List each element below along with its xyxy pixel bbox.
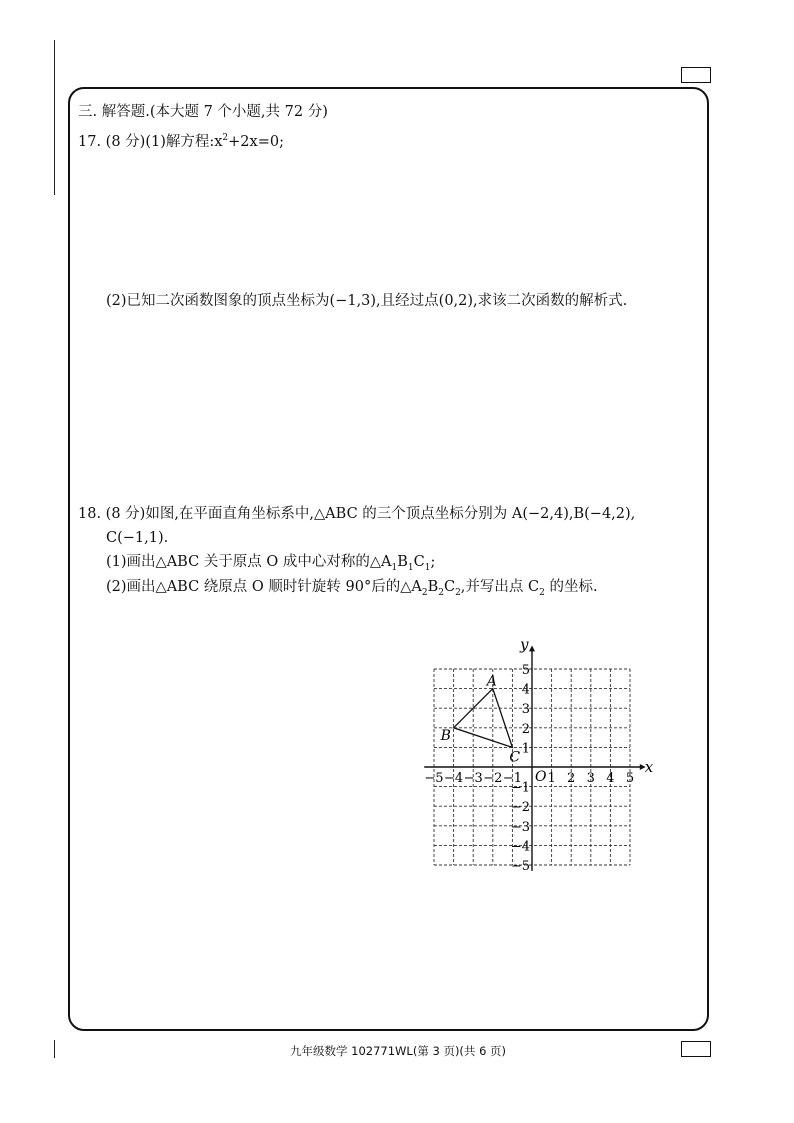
q18-sub1-c-index: 1 — [424, 562, 431, 573]
point-label-c: C — [509, 749, 521, 766]
q17-exponent: 2 — [222, 133, 229, 143]
x-tick-label: −1 — [502, 771, 522, 786]
tick-labels — [424, 663, 634, 874]
x-tick-label: −3 — [463, 771, 483, 786]
triangle-abc — [454, 689, 513, 748]
y-tick-label: 4 — [521, 682, 530, 698]
q18-sub1-b-index: 1 — [407, 562, 414, 573]
y-tick-label: −1 — [510, 780, 530, 796]
margin-line-bottom — [54, 1040, 55, 1058]
score-box-bottom[interactable] — [681, 1041, 711, 1057]
q18-sub2-b: B — [427, 579, 439, 595]
y-tick-label: 3 — [521, 702, 530, 718]
x-tick-label: 3 — [586, 771, 595, 786]
x-tick-label: −2 — [483, 771, 503, 786]
q18-sub2-c2-index: 2 — [539, 587, 545, 598]
axes — [424, 645, 645, 870]
y-axis-arrow — [529, 645, 535, 651]
page-footer: 九年级数学 102771WL(第 3 页)(共 6 页) — [290, 1044, 507, 1058]
y-tick-label: −3 — [510, 819, 530, 835]
q18-sub1 — [106, 553, 435, 577]
x-tick-label: 2 — [567, 771, 576, 786]
y-tick-label: 2 — [521, 721, 530, 737]
point-label-b: B — [440, 727, 451, 744]
q18-sub2-c: C — [443, 579, 456, 595]
q18-sub2-suffix: 的坐标. — [544, 579, 598, 595]
x-tick-label: 1 — [547, 771, 556, 786]
q18-sub2-c-index: 2 — [455, 587, 461, 598]
q18-sub1-prefix: (1)画出△ABC 关于原点 O 成中心对称的△A — [106, 554, 392, 570]
point-label-a: A — [486, 673, 497, 690]
margin-line-top — [54, 40, 55, 195]
q18-sub2-prefix: (2)画出△ABC 绕原点 O 顺时针旋转 90°后的△A — [106, 579, 422, 595]
q18-sub1-suffix: ; — [430, 554, 436, 570]
q18-line2: C(−1,1). — [106, 530, 169, 546]
y-tick-label: 1 — [521, 741, 530, 757]
q18-sub1-a-index: 1 — [391, 562, 398, 573]
x-tick-label: −4 — [444, 771, 464, 786]
q17-part2: (2)已知二次函数图象的顶点坐标为(−1,3),且经过点(0,2),求该二次函数的解析式. — [106, 293, 628, 309]
section-header: 三. 解答题.(本大题 7 个小题,共 72 分) — [78, 104, 328, 120]
origin-label: O — [535, 769, 547, 785]
x-tick-label: 4 — [606, 771, 615, 786]
q17-part1-suffix: +2x=0; — [228, 133, 284, 150]
q17-part1 — [78, 129, 284, 151]
coordinate-grid-figure — [410, 635, 655, 875]
y-tick-label: −2 — [510, 800, 530, 816]
y-axis-label: y — [520, 635, 529, 654]
x-axis-label: x — [644, 758, 654, 776]
x-tick-label: 5 — [625, 771, 635, 786]
q18-line1: 18. (8 分)如图,在平面直角坐标系中,△ABC 的三个顶点坐标分别为 A(−2,4),B(−4,2), — [78, 506, 636, 522]
y-tick-label: −5 — [510, 859, 530, 874]
q18-sub2 — [106, 578, 598, 602]
y-tick-label: −4 — [510, 839, 530, 855]
q18-sub2-mid: ,并写出点 C — [460, 579, 540, 595]
x-tick-label: −5 — [424, 771, 444, 786]
q18-sub2-b-index: 2 — [438, 587, 444, 598]
q18-sub1-b: B — [397, 554, 408, 570]
q18-sub2-a-index: 2 — [421, 587, 428, 598]
q17-part1-prefix: 17. (8 分)(1)解方程:x — [78, 133, 223, 150]
y-tick-label: 5 — [521, 663, 530, 678]
score-box-top[interactable] — [681, 67, 711, 83]
q18-sub1-c: C — [413, 554, 425, 570]
